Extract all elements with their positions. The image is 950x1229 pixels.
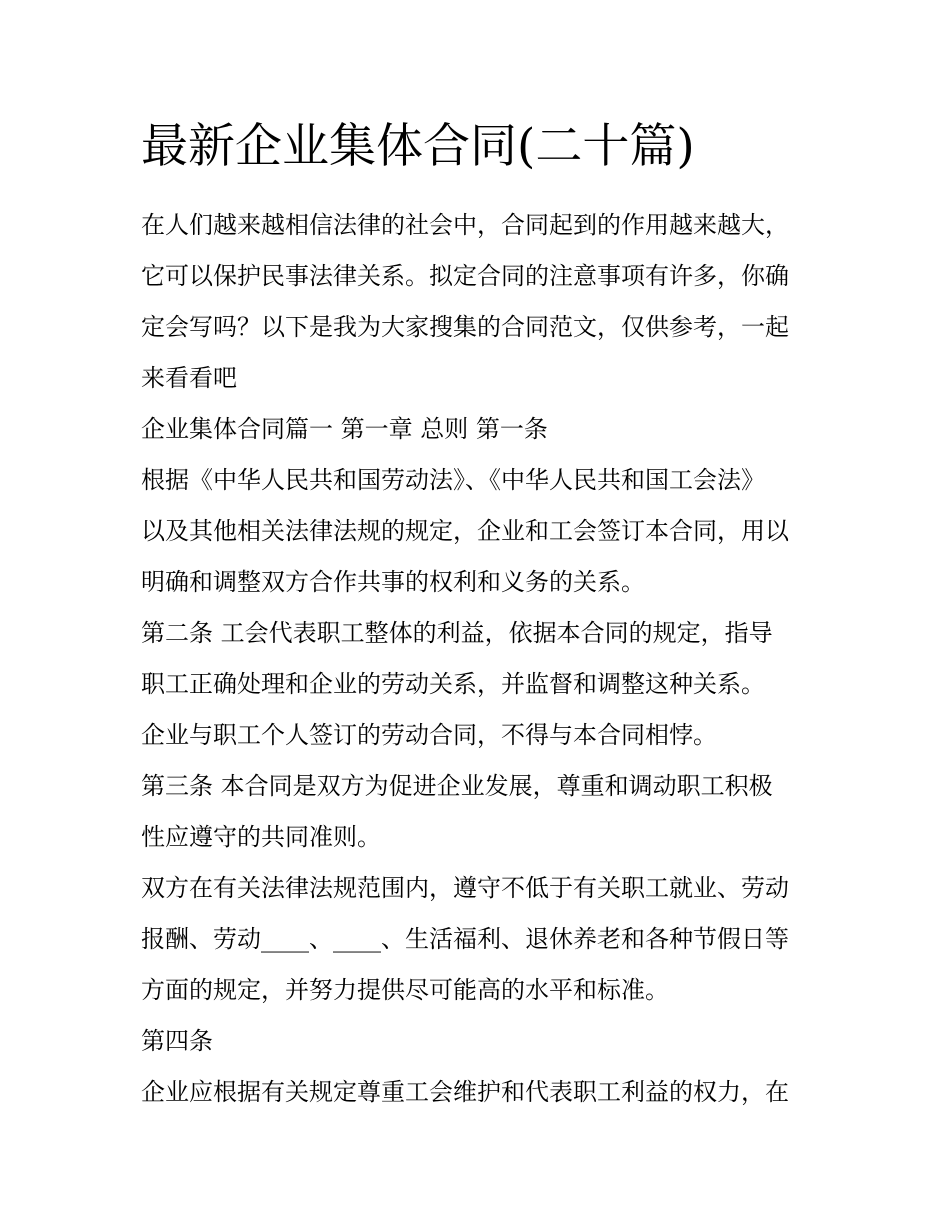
text-line: 以及其他相关法律法规的规定，企业和工会签订本合同，用以 bbox=[141, 517, 789, 545]
section-heading: 企业集体合同篇一 第一章 总则 第一条 bbox=[141, 415, 548, 443]
text-line: 定会写吗？以下是我为大家搜集的合同范文，仅供参考，一起 bbox=[141, 313, 789, 341]
text-line: 根据《中华人民共和国劳动法》、《中华人民共和国工会法》 bbox=[141, 466, 765, 494]
document-content bbox=[141, 112, 821, 1118]
article-heading: 第四条 bbox=[141, 1027, 213, 1055]
text-line: 方面的规定，并努力提供尽可能高的水平和标准。 bbox=[141, 976, 669, 1004]
text-line: 职工正确处理和企业的劳动关系，并监督和调整这种关系。 bbox=[141, 670, 765, 698]
document-title: 最新企业集体合同(二十篇) bbox=[141, 119, 695, 174]
text-line: 双方在有关法律法规范围内，遵守不低于有关职工就业、劳动 bbox=[141, 874, 789, 902]
text-line: 它可以保护民事法律关系。拟定合同的注意事项有许多，你确 bbox=[141, 262, 789, 290]
text-line: 明确和调整双方合作共事的权利和义务的关系。 bbox=[141, 568, 645, 596]
text-line: 报酬、劳动____、____、生活福利、退休养老和各种节假日等 bbox=[141, 925, 789, 953]
text-line: 性应遵守的共同准则。 bbox=[141, 823, 381, 851]
text-line: 企业与职工个人签订的劳动合同，不得与本合同相悖。 bbox=[141, 721, 717, 749]
text-line: 企业应根据有关规定尊重工会维护和代表职工利益的权力，在 bbox=[141, 1078, 789, 1106]
text-line: 来看看吧 bbox=[141, 364, 237, 392]
text-line: 在人们越来越相信法律的社会中，合同起到的作用越来越大， bbox=[141, 211, 789, 239]
document-body bbox=[141, 200, 821, 1118]
text-line: 第二条 工会代表职工整体的利益，依据本合同的规定，指导 bbox=[141, 619, 773, 647]
text-line: 第三条 本合同是双方为促进企业发展，尊重和调动职工积极 bbox=[141, 772, 773, 800]
